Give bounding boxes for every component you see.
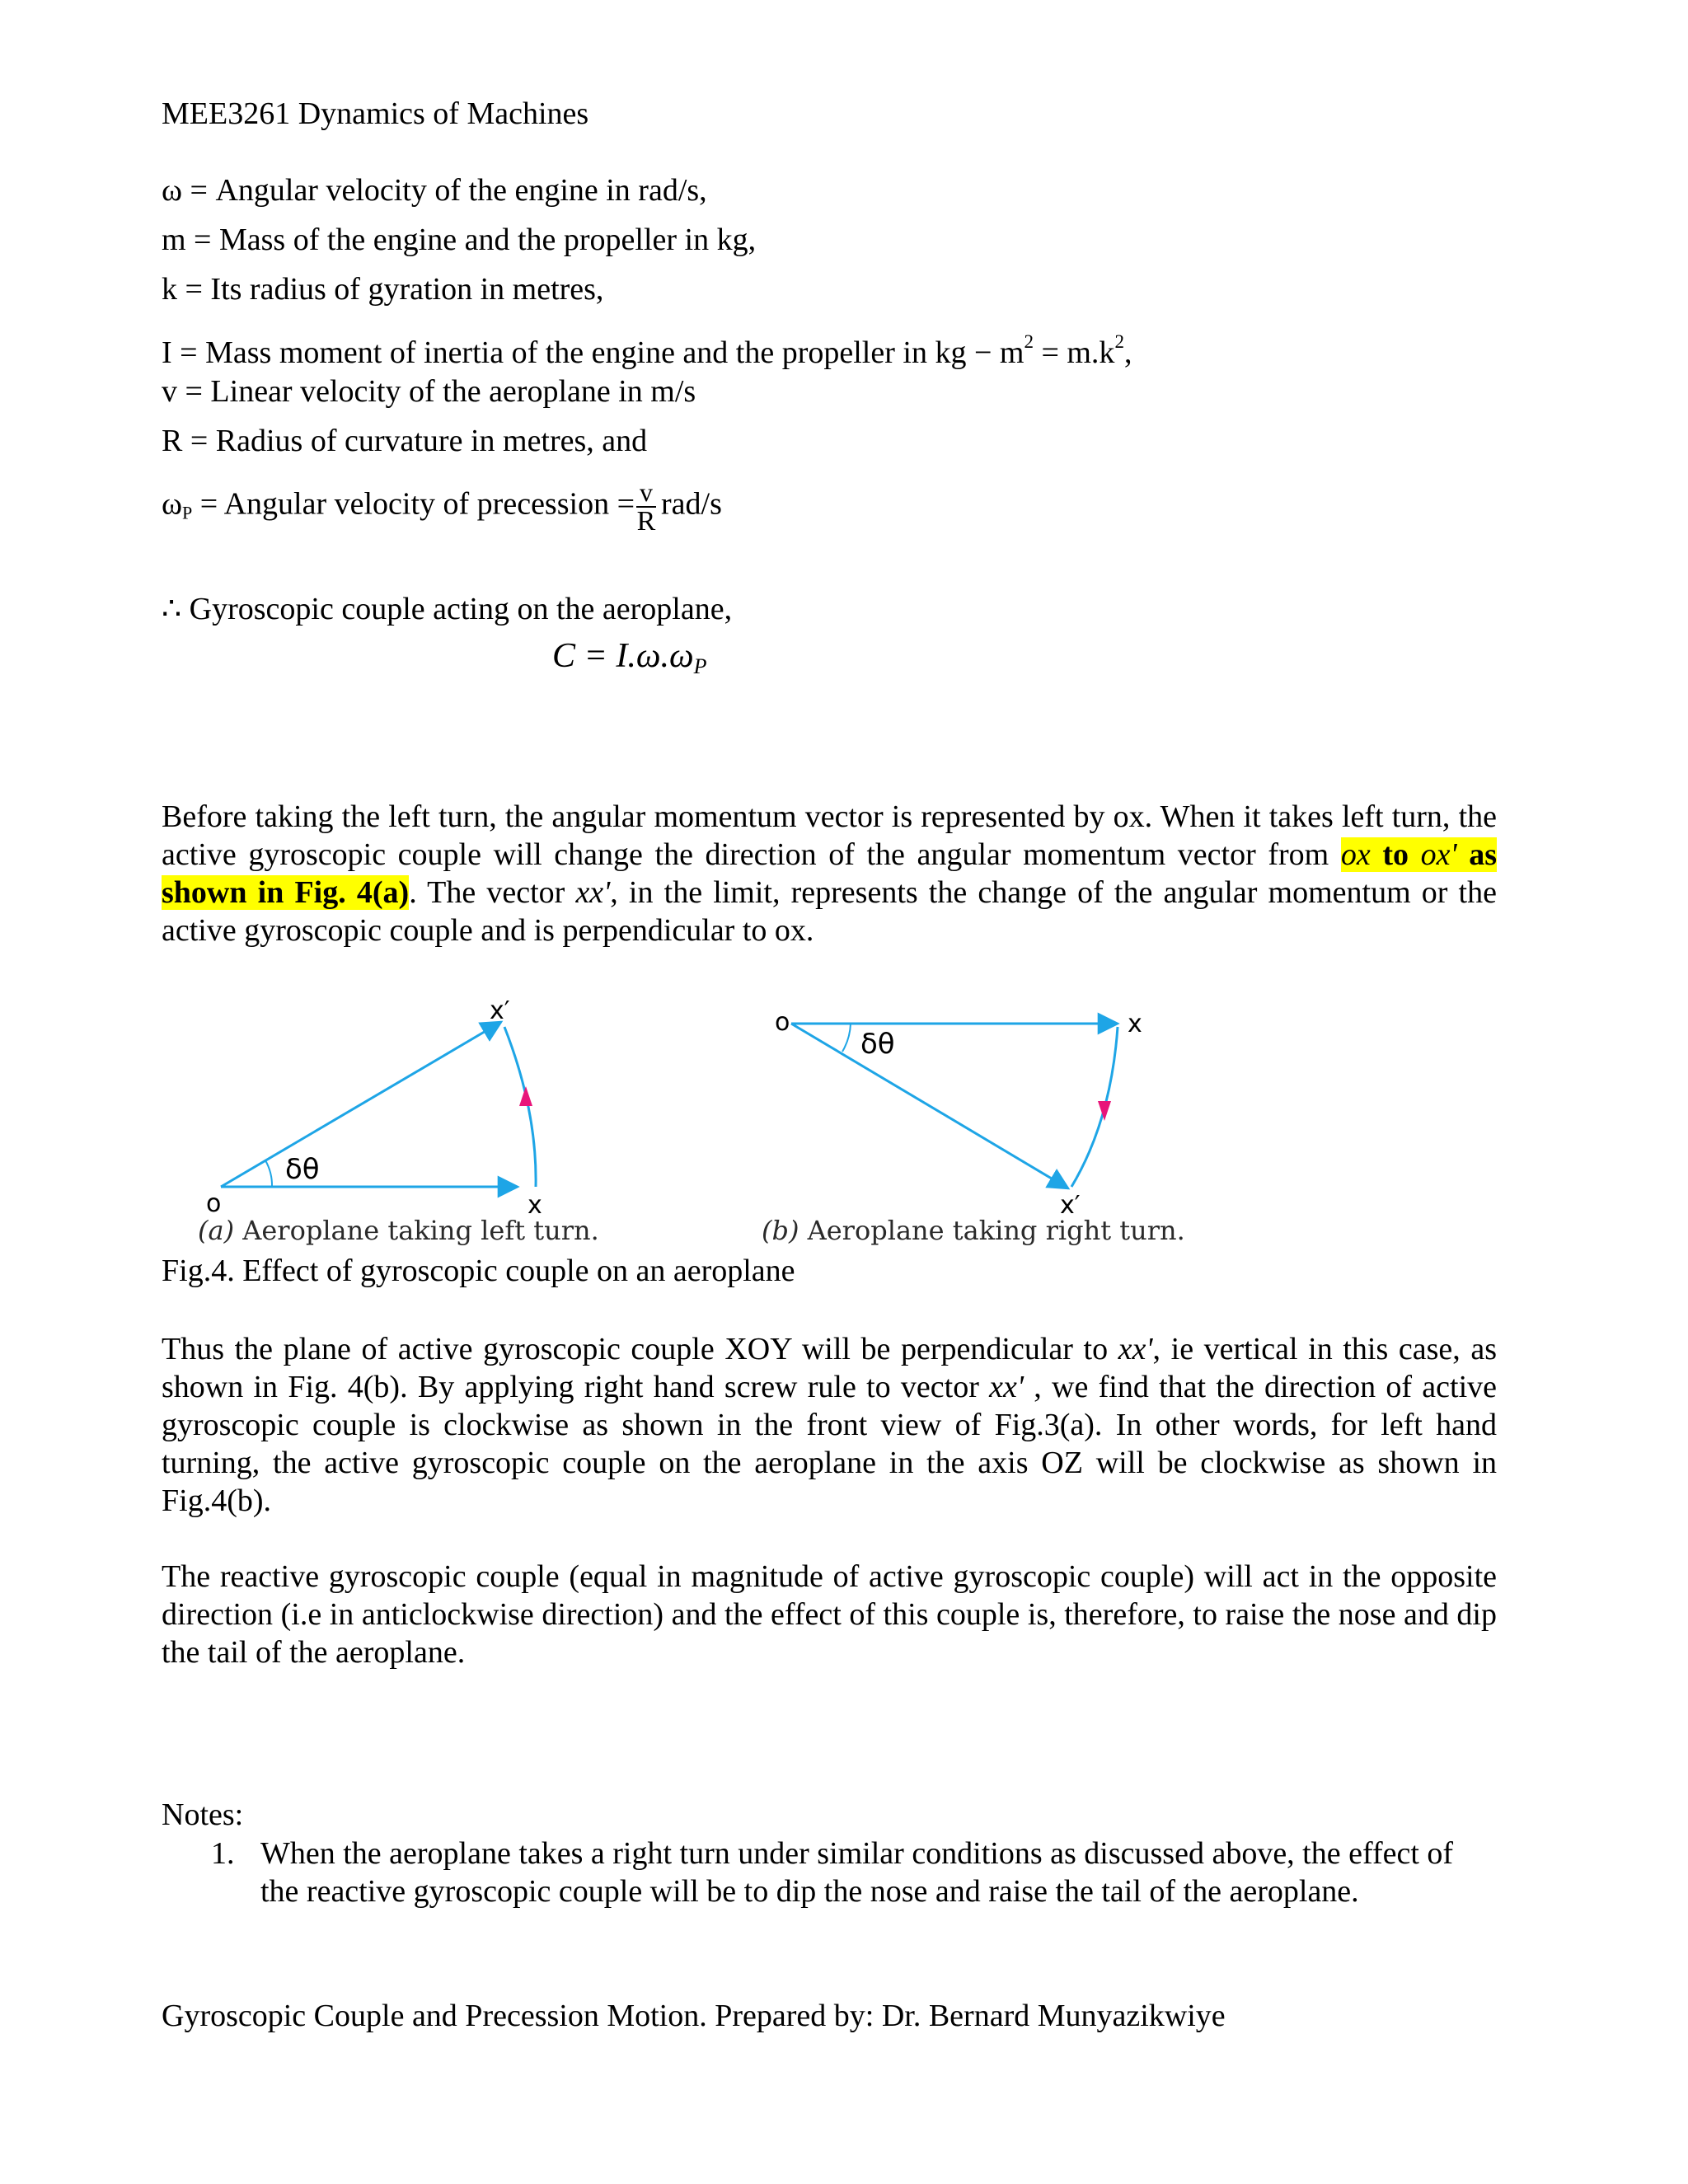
fraction-denominator: R	[636, 506, 656, 537]
figure-4a-caption	[198, 1215, 599, 1246]
point-x-a: x	[528, 1191, 542, 1220]
notes-heading: Notes:	[162, 1797, 244, 1832]
caption-b-letter: (b)	[762, 1215, 799, 1246]
arrowhead-up-icon	[519, 1086, 532, 1106]
inertia-exponent-1: 2	[1024, 331, 1034, 352]
precession-subscript: P	[182, 502, 193, 523]
figure-4a-diagram	[206, 996, 542, 1220]
caption-a-text: Aeroplane taking left turn.	[234, 1215, 599, 1246]
paragraph-couple-plane	[162, 1330, 1497, 1520]
definition-mass: m = Mass of the engine and the propeller in kg,	[162, 223, 757, 257]
inertia-end: ,	[1123, 335, 1132, 370]
point-x-prime-b: x′	[1060, 1191, 1081, 1220]
note-number: 1.	[211, 1836, 235, 1871]
page-header: MEE3261 Dynamics of Machines	[162, 96, 589, 131]
para2-vector-xx-2: xx'	[989, 1370, 1025, 1404]
precession-symbol: ω	[162, 486, 183, 522]
figure-4b-diagram	[775, 1008, 1142, 1220]
figure-4	[0, 996, 1688, 1235]
arc-xx-prime	[504, 1027, 536, 1187]
hl-fig-ref: as shown in Fig. 4(a)	[162, 837, 1497, 910]
point-x-b: x	[1128, 1010, 1142, 1038]
para1-part1: Before taking the left turn, the angular momentum vector is represented by ox. When it takes left turn, the active gyroscopic couple will change the direction of the angular momentum vector from	[162, 799, 1497, 872]
paragraph-reactive-couple: The reactive gyroscopic couple (equal in magnitude of active gyroscopic couple) will act in the opposite direction (i.e in anticlockwise direction) and the effect of this couple is, therefore, to raise the nose and dip the tail of the aeroplane.	[162, 1559, 1497, 1670]
inertia-text: I = Mass moment of inertia of the engine and the propeller in kg − m	[162, 335, 1025, 370]
formula-subscript: P	[693, 654, 707, 678]
angle-label-a: δθ	[285, 1153, 320, 1186]
point-o-b: o	[775, 1008, 790, 1037]
para1-vector-xx: xx'	[575, 875, 611, 910]
definition-omega: ω = Angular velocity of the engine in rad/s,	[162, 173, 707, 208]
precession-fraction	[636, 478, 656, 536]
point-o-a: o	[206, 1189, 222, 1218]
definition-radius: k = Its radius of gyration in metres,	[162, 272, 604, 307]
caption-a-letter: (a)	[198, 1215, 235, 1246]
page-footer: Gyroscopic Couple and Precession Motion. Prepared by: Dr. Bernard Munyazikwiye	[162, 1999, 1226, 2033]
para2-vector-xx-1: xx'	[1118, 1332, 1153, 1366]
definition-velocity: v = Linear velocity of the aeroplane in m/s	[162, 374, 696, 409]
couple-intro: ∴ Gyroscopic couple acting on the aeroplane,	[162, 592, 733, 626]
para2-part2: , ie vertical in this case, as shown in Fig. 4(b). By applying right hand screw rule to vector	[162, 1332, 1497, 1404]
vector-ox-prime-b	[791, 1024, 1068, 1188]
inertia-exponent-2: 2	[1114, 331, 1124, 352]
para1-part2: . The vector	[409, 875, 576, 910]
figure-4b-caption	[762, 1215, 1185, 1246]
arc-xx-prime-b	[1071, 1027, 1118, 1187]
formula-text: C = I.ω.ω	[552, 637, 694, 675]
hl-to: to	[1370, 837, 1421, 872]
couple-formula	[552, 636, 707, 679]
vector-ox-prime	[221, 1022, 501, 1187]
hl-oxp: ox'	[1420, 837, 1457, 872]
definition-curvature: R = Radius of curvature in metres, and	[162, 424, 648, 458]
angle-arc-a	[265, 1160, 272, 1187]
angle-arc-b	[842, 1024, 851, 1052]
definition-precession	[162, 478, 722, 536]
fraction-numerator: v	[636, 478, 656, 508]
paragraph-angular-momentum	[162, 798, 1497, 949]
note-text: When the aeroplane takes a right turn under similar conditions as discussed above, the effect of the reactive gyroscopic couple will be to dip the nose and raise the tail of the aeroplane.	[260, 1836, 1454, 1909]
para2-part3: , we find that the direction of active gyroscopic couple is clockwise as shown in the front view of Fig.3(a). In other words, for left hand turning, the active gyroscopic couple on the aeroplane in the axis OZ will be clockwise as shown in Fig.4(b).	[162, 1370, 1498, 1518]
point-x-prime-a: x′	[490, 996, 510, 1025]
precession-unit: rad/s	[661, 486, 722, 522]
hl-ox: ox	[1340, 837, 1371, 872]
para2-part1: Thus the plane of active gyroscopic couple XOY will be perpendicular to	[162, 1332, 1118, 1366]
figure-caption: Fig.4. Effect of gyroscopic couple on an aeroplane	[162, 1254, 795, 1288]
para1-part3: , in the limit, represents the change of the angular momentum or the active gyroscopic couple and is perpendicular to ox.	[162, 875, 1497, 948]
precession-text: = Angular velocity of precession =	[192, 486, 635, 522]
definition-inertia	[162, 323, 1132, 372]
inertia-mk: = m.k	[1033, 335, 1115, 370]
angle-label-b: δθ	[860, 1028, 895, 1061]
arrowhead-down-icon	[1098, 1101, 1111, 1121]
caption-b-text: Aeroplane taking right turn.	[799, 1215, 1185, 1246]
